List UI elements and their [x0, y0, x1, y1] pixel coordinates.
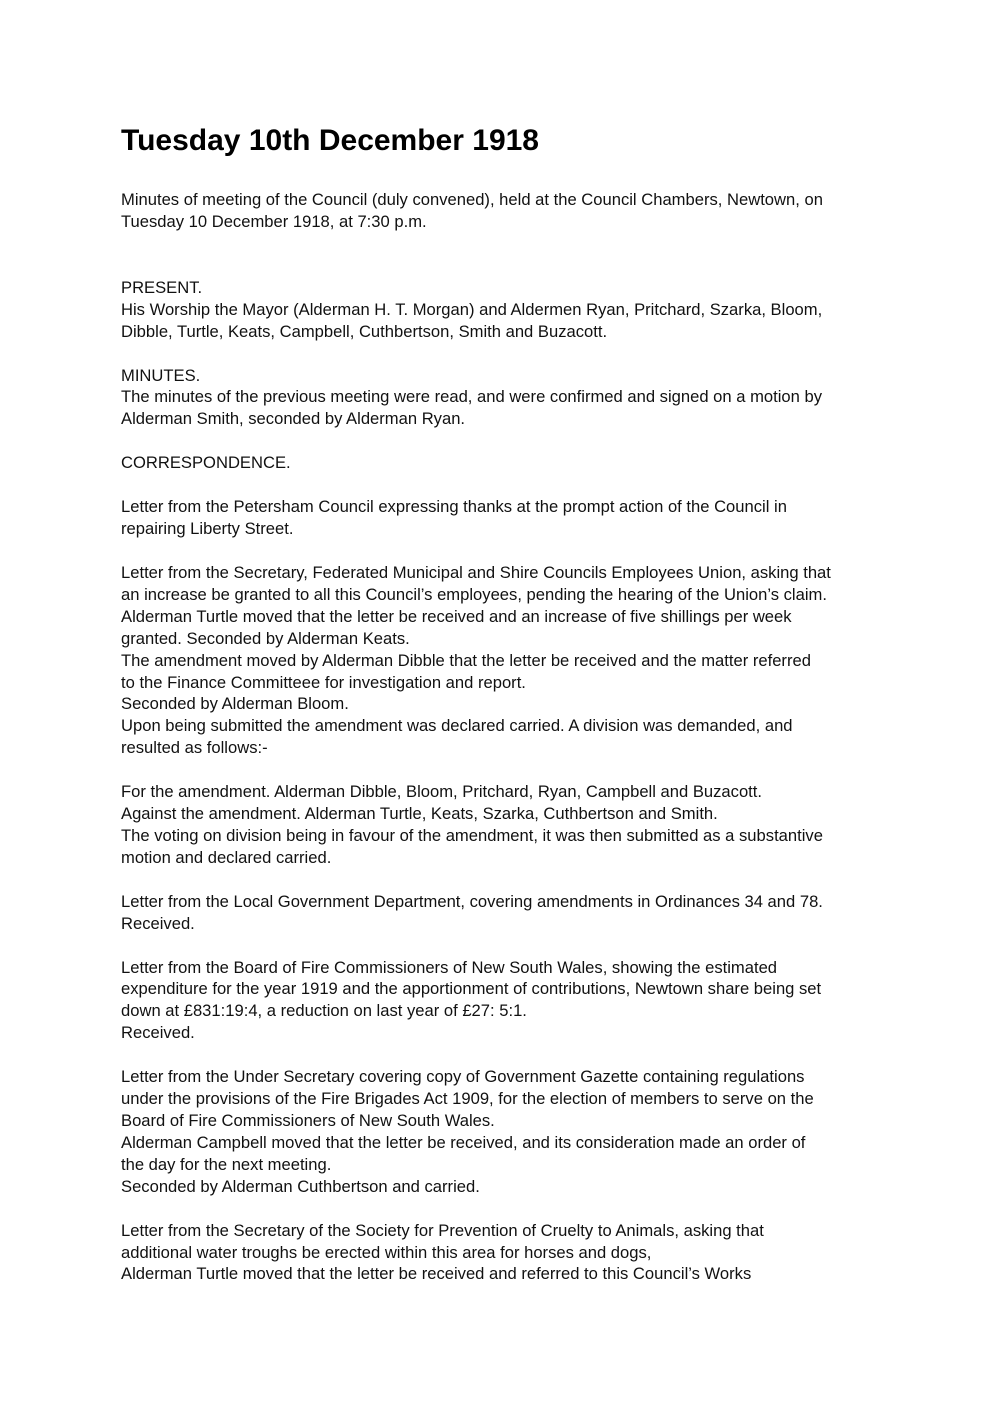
text-line: Letter from the Under Secretary covering copy of Government Gazette containing regulations: [121, 1067, 805, 1087]
text-line: down at £831:19:4, a reduction on last year of £27: 5:1.: [121, 1001, 527, 1021]
text-line: Letter from the Local Government Department, covering amendments in Ordinances 34 and 78.: [121, 891, 823, 911]
text-line: Received.: [121, 913, 195, 933]
letter-local-government: [121, 891, 896, 935]
present-section: [121, 277, 896, 343]
text-line: Board of Fire Commissioners of New South Wales.: [121, 1111, 495, 1130]
text-line: Upon being submitted the amendment was declared carried. A division was demanded, and: [121, 716, 793, 736]
text-line: additional water troughs be erected within this area for horses and dogs,: [121, 1242, 652, 1262]
section-heading: MINUTES.: [121, 365, 201, 385]
section-heading: CORRESPONDENCE.: [121, 453, 291, 473]
text-line: The minutes of the previous meeting were read, and were confirmed and signed on a motion by: [121, 387, 823, 407]
text-line: the day for the next meeting.: [121, 1154, 332, 1174]
letter-union: [121, 562, 896, 759]
text-line: Tuesday 10 December 1918, at 7:30 p.m.: [121, 211, 427, 231]
page-title: Tuesday 10th December 1918: [121, 124, 539, 157]
section-heading: PRESENT.: [121, 277, 203, 297]
letter-under-secretary: [121, 1066, 896, 1197]
letter-petersham: [121, 496, 896, 540]
letter-spca: [121, 1220, 896, 1286]
text-line: Alderman Turtle moved that the letter be received and referred to this Council’s Works: [121, 1264, 752, 1284]
text-line: to the Finance Committeee for investigation and report.: [121, 672, 526, 692]
text-line: Seconded by Alderman Bloom.: [121, 694, 349, 714]
text-line: Alderman Smith, seconded by Alderman Ryan.: [121, 409, 466, 429]
letter-fire-board: [121, 957, 896, 1045]
text-line: The amendment moved by Alderman Dibble that the letter be received and the matter referred: [121, 650, 811, 670]
text-line: Letter from the Secretary of the Society for Prevention of Cruelty to Animals, asking that: [121, 1220, 764, 1240]
text-line: Minutes of meeting of the Council (duly convened), held at the Council Chambers, Newtown, on: [121, 190, 823, 209]
text-line: Letter from the Secretary, Federated Municipal and Shire Councils Employees Union, asking that: [121, 562, 831, 582]
text-line: resulted as follows:-: [121, 738, 268, 758]
intro-paragraph: [121, 189, 896, 233]
correspondence-heading: [121, 452, 896, 474]
text-line: Received.: [121, 1023, 195, 1043]
text-line: Alderman Campbell moved that the letter be received, and its consideration made an order of: [121, 1132, 806, 1152]
text-line: motion and declared carried.: [121, 847, 332, 867]
text-line: His Worship the Mayor (Alderman H. T. Morgan) and Aldermen Ryan, Pritchard, Szarka, Bloom,: [121, 299, 823, 319]
text-line: For the amendment. Alderman Dibble, Bloom, Pritchard, Ryan, Campbell and Buzacott.: [121, 782, 763, 802]
text-line: The voting on division being in favour of the amendment, it was then submitted as a substantive: [121, 825, 823, 845]
text-line: Dibble, Turtle, Keats, Campbell, Cuthbertson, Smith and Buzacott.: [121, 321, 608, 341]
text-line: Letter from the Board of Fire Commissioners of New South Wales, showing the estimated: [121, 957, 778, 977]
division-result: [121, 781, 896, 869]
minutes-section: [121, 365, 896, 431]
text-line: Seconded by Alderman Cuthbertson and carried.: [121, 1176, 480, 1196]
text-line: Alderman Turtle moved that the letter be received and an increase of five shillings per week: [121, 606, 792, 626]
text-line: Against the amendment. Alderman Turtle, Keats, Szarka, Cuthbertson and Smith.: [121, 804, 718, 824]
text-line: under the provisions of the Fire Brigades Act 1909, for the election of members to serve on the: [121, 1089, 814, 1109]
text-line: Letter from the Petersham Council expressing thanks at the prompt action of the Council in: [121, 497, 787, 517]
document-body: [121, 122, 896, 1307]
text-line: repairing Liberty Street.: [121, 519, 294, 539]
text-line: expenditure for the year 1919 and the apportionment of contributions, Newtown share being set: [121, 979, 822, 999]
text-line: granted. Seconded by Alderman Keats.: [121, 628, 410, 648]
text-line: an increase be granted to all this Council’s employees, pending the hearing of the Union’s claim.: [121, 584, 827, 604]
